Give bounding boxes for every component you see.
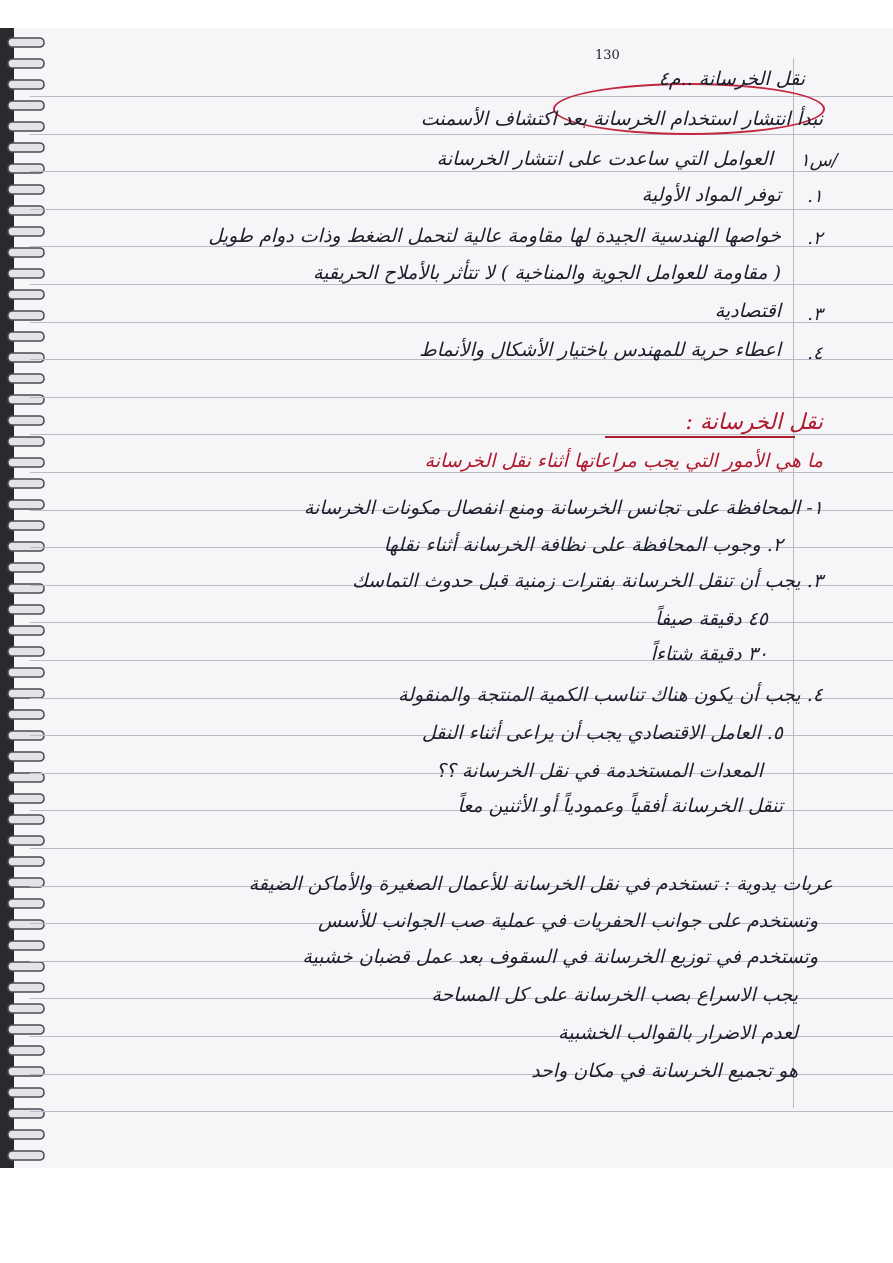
spiral-ring bbox=[8, 185, 44, 194]
spiral-ring bbox=[8, 773, 44, 782]
spiral-ring bbox=[8, 122, 44, 131]
item-number: ٤. bbox=[807, 343, 823, 364]
spiral-ring bbox=[8, 101, 44, 110]
section-line: تنقل الخرسانة أفقياً وعمودياً أو الأثنين معاً bbox=[457, 795, 783, 817]
spiral-ring bbox=[8, 605, 44, 614]
spiral-ring bbox=[8, 920, 44, 929]
spiral-ring bbox=[8, 689, 44, 698]
spiral-ring bbox=[8, 668, 44, 677]
spiral-ring bbox=[8, 206, 44, 215]
carts-line: يجب الاسراع بصب الخرسانة على كل المساحة bbox=[431, 984, 798, 1006]
item-number: ١. bbox=[807, 186, 823, 207]
spiral-ring bbox=[8, 248, 44, 257]
spiral-ring bbox=[8, 563, 44, 572]
question-item: اعطاء حرية للمهندس باختيار الأشكال والأنماط bbox=[419, 339, 781, 361]
carts-line: لعدم الاضرار بالقوالب الخشبية bbox=[558, 1022, 798, 1044]
question-item: خواصها الهندسية الجيدة لها مقاومة عالية لتحمل الضغط وذات دوام طويل bbox=[208, 225, 781, 247]
spiral-ring bbox=[8, 1025, 44, 1034]
spiral-ring bbox=[8, 794, 44, 803]
section-line: ٤. يجب أن يكون هناك تناسب الكمية المنتجة والمنقولة bbox=[398, 684, 823, 706]
ruled-line bbox=[30, 472, 893, 473]
spiral-ring bbox=[8, 332, 44, 341]
spiral-ring bbox=[8, 143, 44, 152]
ruled-line bbox=[30, 209, 893, 210]
spiral-ring bbox=[8, 458, 44, 467]
page-title: نقل الخرسانة ..م٤ bbox=[658, 68, 805, 90]
spiral-ring bbox=[8, 80, 44, 89]
spiral-ring bbox=[8, 311, 44, 320]
carts-line: عربات يدوية : تستخدم في نقل الخرسانة للأعمال الصغيرة والأماكن الضيقة bbox=[248, 873, 833, 895]
question-label: س١/ bbox=[800, 150, 838, 171]
spiral-ring bbox=[8, 437, 44, 446]
section-line: ٣. يجب أن تنقل الخرسانة بفترات زمنية قبل حدوث التماسك bbox=[352, 570, 823, 592]
question-item: توفر المواد الأولية bbox=[641, 184, 781, 206]
spiral-ring bbox=[8, 1046, 44, 1055]
question-item: ( مقاومة للعوامل الجوية والمناخية ) لا تتأثر بالأملاح الحريقية bbox=[313, 262, 781, 284]
spiral-ring bbox=[8, 374, 44, 383]
spiral-ring bbox=[8, 353, 44, 362]
spiral-ring bbox=[8, 710, 44, 719]
section-heading: نقل الخرسانة : bbox=[685, 410, 823, 435]
spiral-ring bbox=[8, 416, 44, 425]
spiral-ring bbox=[8, 941, 44, 950]
spiral-ring bbox=[8, 521, 44, 530]
section-line: ١- المحافظة على تجانس الخرسانة ومنع انفصال مكونات الخرسانة bbox=[303, 497, 823, 519]
spiral-ring bbox=[8, 269, 44, 278]
spiral-ring bbox=[8, 59, 44, 68]
spiral-ring bbox=[8, 752, 44, 761]
binding-edge bbox=[0, 28, 14, 1168]
ruled-line bbox=[30, 322, 893, 323]
question-item: اقتصادية bbox=[714, 300, 781, 322]
spiral-ring bbox=[8, 1130, 44, 1139]
spiral-ring bbox=[8, 626, 44, 635]
section-line: المعدات المستخدمة في نقل الخرسانة ؟؟ bbox=[435, 760, 763, 782]
spiral-ring bbox=[8, 857, 44, 866]
ruled-line bbox=[30, 397, 893, 398]
intro-line: نبدأ انتشار استخدام الخرسانة بعد اكتشاف الأسمنت bbox=[420, 108, 823, 130]
carts-line: وتستخدم في توزيع الخرسانة في السقوف بعد عمل قضبان خشبية bbox=[302, 946, 818, 968]
spiral-ring bbox=[8, 479, 44, 488]
ruled-line bbox=[30, 171, 893, 172]
spiral-ring bbox=[8, 983, 44, 992]
spiral-ring bbox=[8, 1004, 44, 1013]
spiral-ring bbox=[8, 962, 44, 971]
spiral-ring bbox=[8, 38, 44, 47]
spiral-ring bbox=[8, 290, 44, 299]
spiral-ring bbox=[8, 1151, 44, 1160]
spiral-ring bbox=[8, 647, 44, 656]
heading-underline bbox=[605, 436, 795, 438]
section-line: ٥. العامل الاقتصادي يجب أن يراعى أثناء النقل bbox=[421, 722, 783, 744]
section-line: ٣٠ دقيقة شتاءاً bbox=[650, 643, 768, 665]
spiral-ring bbox=[8, 500, 44, 509]
ruled-line bbox=[30, 284, 893, 285]
carts-line: وتستخدم على جوانب الحفريات في عملية صب الجوانب للأسس bbox=[318, 910, 818, 932]
section-line: ٤٥ دقيقة صيفاً bbox=[655, 608, 768, 630]
spiral-ring bbox=[8, 836, 44, 845]
spiral-binding-icon bbox=[0, 28, 55, 1168]
spiral-ring bbox=[8, 227, 44, 236]
page-number: 130 bbox=[595, 48, 620, 63]
item-number: ٣. bbox=[807, 304, 823, 325]
carts-line: هو تجميع الخرسانة في مكان واحد bbox=[531, 1060, 798, 1082]
ruled-line bbox=[30, 848, 893, 849]
ruled-line bbox=[30, 1111, 893, 1112]
spiral-ring bbox=[8, 1088, 44, 1097]
spiral-ring bbox=[8, 815, 44, 824]
section-line: ٢. وجوب المحافظة على نظافة الخرسانة أثناء نقلها bbox=[383, 534, 783, 556]
spiral-ring bbox=[8, 899, 44, 908]
item-number: ٢. bbox=[807, 228, 823, 249]
question-text: العوامل التي ساعدت على انتشار الخرسانة bbox=[436, 148, 773, 170]
section-subheading: ما هي الأمور التي يجب مراعاتها أثناء نقل الخرسانة bbox=[424, 450, 823, 472]
ruled-line bbox=[30, 134, 893, 135]
page-bottom-margin bbox=[0, 1168, 893, 1263]
